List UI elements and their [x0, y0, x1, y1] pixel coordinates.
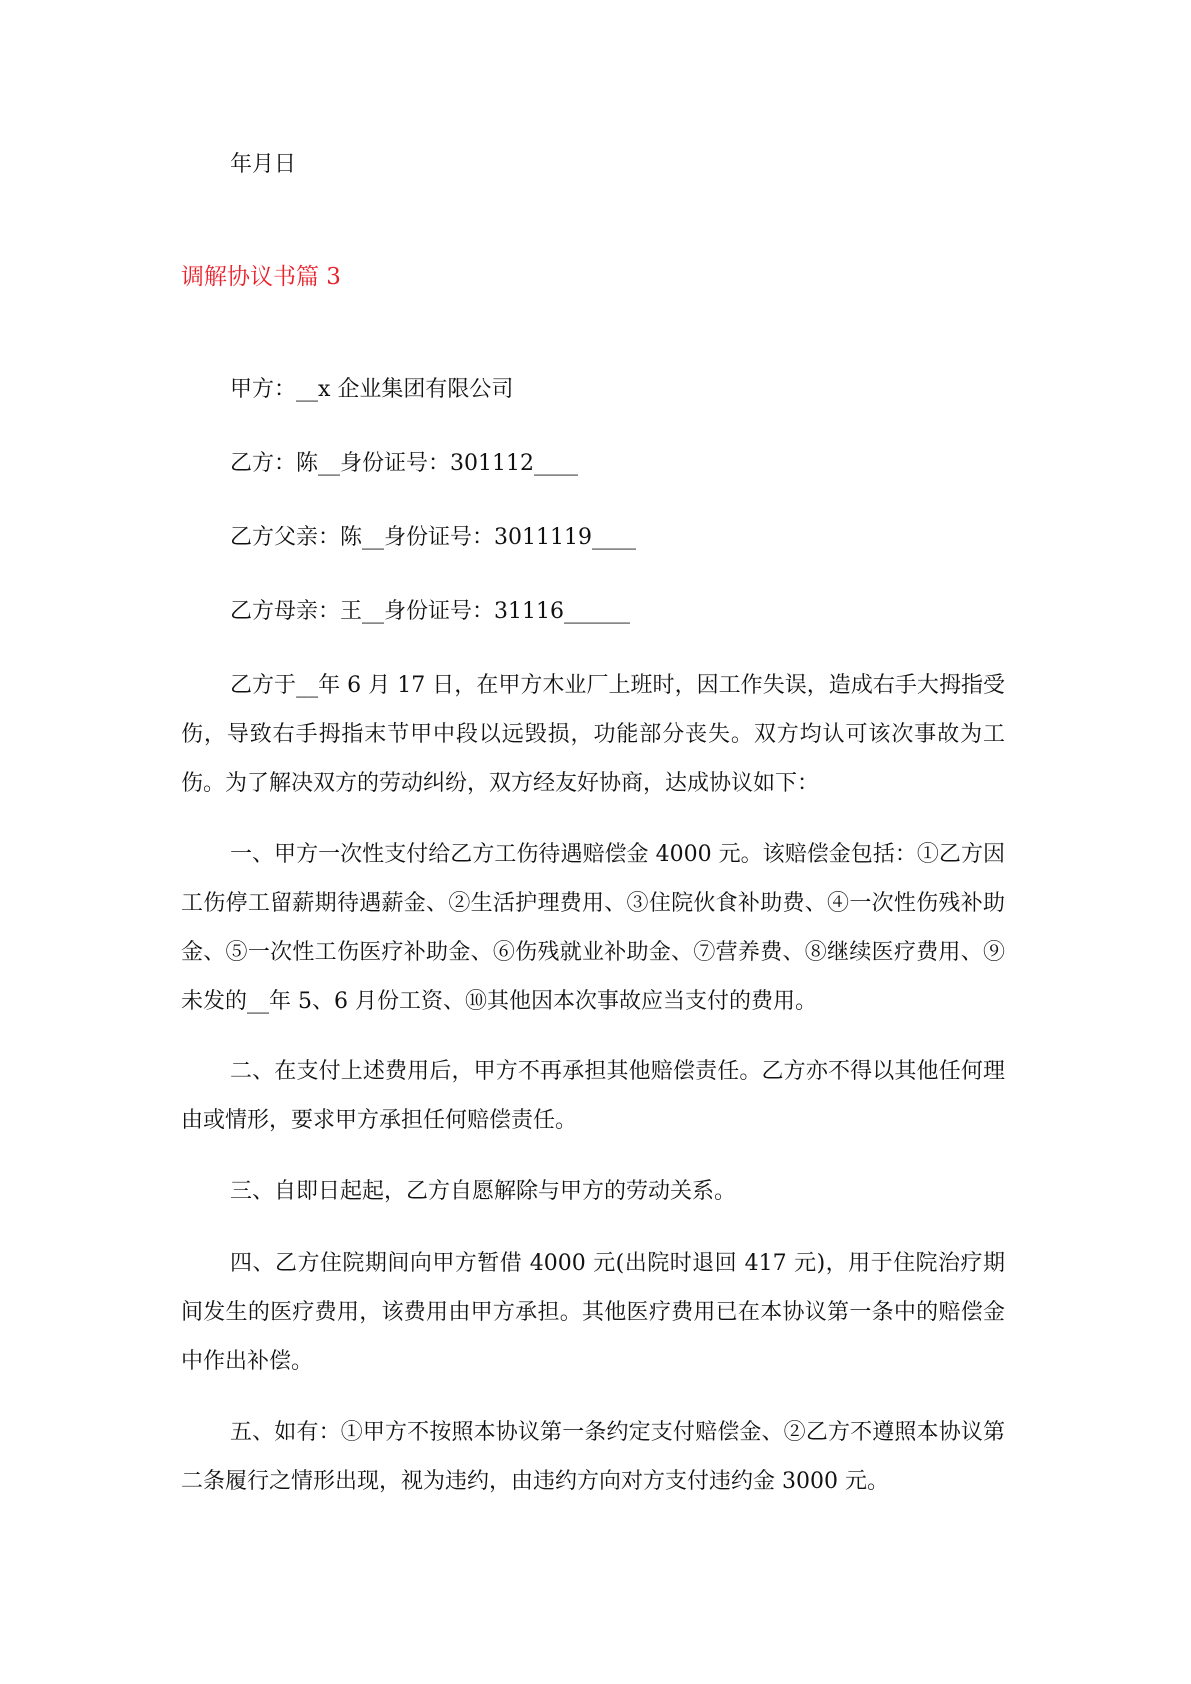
clause-4-paragraph: 四、乙方住院期间向甲方暂借 4000 元(出院时退回 417 元)，用于住院治疗期间发生的医疗费用，该费用由甲方承担。其他医疗费用已在本协议第一条中的赔偿金中作出补偿。 [181, 1251, 1005, 1374]
party-b-father-line: 乙方父亲：陈__身份证号：3011119____ [230, 525, 636, 550]
party-b-mother-line: 乙方母亲：王__身份证号：31116______ [230, 599, 630, 624]
clause-5-paragraph: 五、如有：①甲方不按照本协议第一条约定支付赔偿金、②乙方不遵照本协议第二条履行之情形出现，视为违约，由违约方向对方支付违约金 3000 元。 [181, 1420, 1005, 1494]
date-line: 年月日 [230, 152, 297, 177]
clause-1-paragraph: 一、甲方一次性支付给乙方工伤待遇赔偿金 4000 元。该赔偿金包括：①乙方因工伤停工留薪期待遇薪金、②生活护理费用、③住院伙食补助费、④一次性伤残补助金、⑤一次性工伤医疗补助金、⑥伤残就业补助金、⑦营养费、⑧继续医疗费用、⑨未发的__年 5、6 月份工资、⑩其他因本次事故应当支付的费用。 [181, 842, 1005, 1014]
clause-2-paragraph: 二、在支付上述费用后，甲方不再承担其他赔偿责任。乙方亦不得以其他任何理由或情形，要求甲方承担任何赔偿责任。 [181, 1059, 1005, 1133]
section-title: 调解协议书篇 3 [181, 264, 341, 290]
party-a-line: 甲方：__x 企业集团有限公司 [230, 377, 514, 402]
intro-paragraph: 乙方于__年 6 月 17 日，在甲方木业厂上班时，因工作失误，造成右手大拇指受伤，导致右手拇指末节甲中段以远毁损，功能部分丧失。双方均认可该次事故为工伤。为了解决双方的劳动纠纷，双方经友好协商，达成协议如下： [181, 673, 1005, 796]
party-b-line: 乙方：陈__身份证号：301112____ [230, 451, 578, 476]
clause-3-paragraph: 三、自即日起起，乙方自愿解除与甲方的劳动关系。 [230, 1179, 737, 1204]
